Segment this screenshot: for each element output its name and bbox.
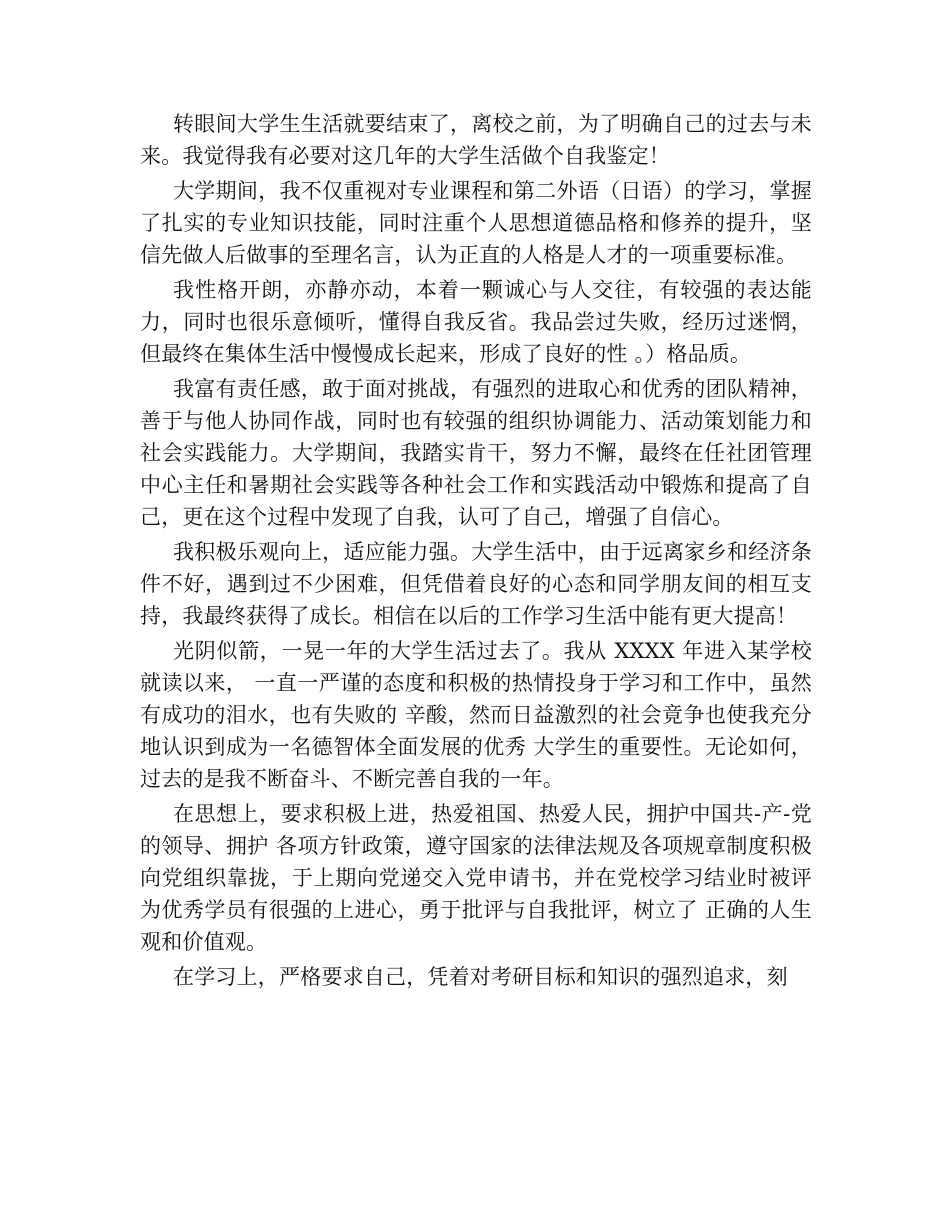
paragraph-3: 我性格开朗，亦静亦动，本着一颗诚心与人交往，有较强的表达能力，同时也很乐意倾听，懂得自我反省。我品尝过失败，经历过迷惘，但最终在集体生活中慢慢成长起来，形成了良好的性 。）格品质。	[140, 278, 812, 366]
paragraph-1: 转眼间大学生生活就要结束了，离校之前，为了明确自己的过去与未来。我觉得我有必要对这几年的大学生活做个自我鉴定！	[140, 112, 812, 168]
paragraph-6: 光阴似箭，一晃一年的大学生活过去了。我从 XXXX 年进入某学校就读以来， 一直一严谨的态度和积极的热情投身于学习和工作中，虽然有成功的泪水，也有失败的 辛酸，然而日益激烈的社会竟争也使我充分地认识到成为一名德智体全面发展的优秀 大学生的重要性。无论如何，过去的是我不断奋斗、不断完善自我的一年。	[140, 639, 812, 791]
paragraph-7: 在思想上，要求积极上进，热爱祖国、热爱人民，拥护中国共-产-党的领导、拥护 各项方针政策，遵守国家的法律法规及各项规章制度积极向党组织靠拢，于上期向党递交入党申请书，并在党校学习结业时被评为优秀学员有很强的上进心，勇于批评与自我批评，树立了 正确的人生观和价值观。	[140, 802, 812, 954]
paragraph-2: 大学期间，我不仅重视对专业课程和第二外语（日语）的学习，掌握了扎实的专业知识技能，同时注重个人思想道德品格和修养的提升，坚信先做人后做事的至理名言，认为正直的人格是人才的一项重要标准。	[140, 179, 812, 267]
paragraph-4: 我富有责任感，敢于面对挑战，有强烈的进取心和优秀的团队精神，善于与他人协同作战，同时也有较强的组织协调能力、活动策划能力和社会实践能力。大学期间，我踏实肯干，努力不懈，最终在任社团管理中心主任和暑期社会实践等各种社会工作和实践活动中锻炼和提高了自己，更在这个过程中发现了自我，认可了自己，增强了自信心。	[140, 377, 812, 529]
document-page	[140, 108, 812, 996]
paragraph-5: 我积极乐观向上，适应能力强。大学生活中，由于远离家乡和经济条件不好，遇到过不少困难，但凭借着良好的心态和同学朋友间的相互支持，我最终获得了成长。相信在以后的工作学习生活中能有更大提高！	[140, 540, 812, 628]
paragraph-8: 在学习上，严格要求自己，凭着对考研目标和知识的强烈追求，刻	[173, 965, 788, 989]
